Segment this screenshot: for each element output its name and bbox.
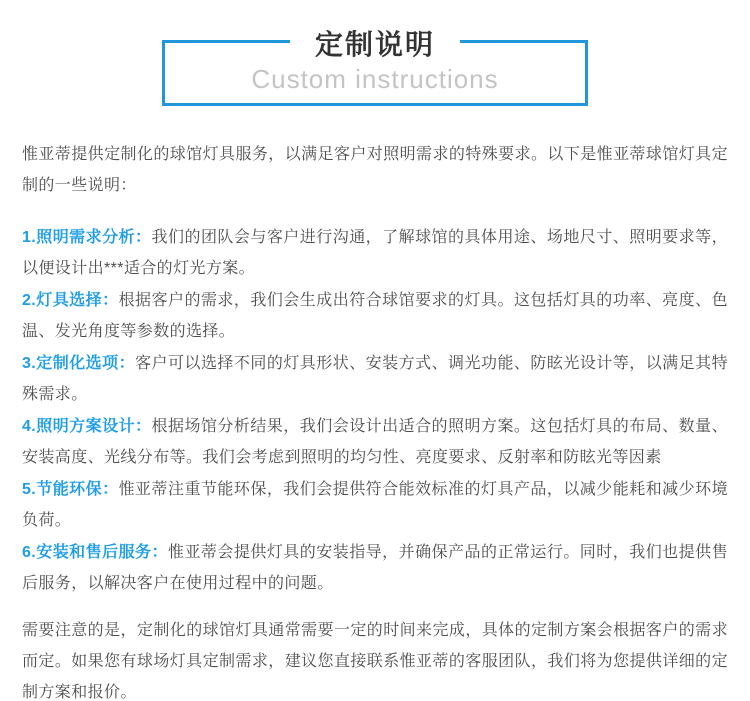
item-1-text: 我们的团队会与客户进行沟通，了解球馆的具体用途、场地尺寸、照明要求等，以便设计出***适合的灯光方案。 [22,229,728,277]
page-title: 定制说明 [290,30,460,60]
custom-item-3 [22,348,728,410]
footer-paragraph: 需要注意的是，定制化的球馆灯具通常需要一定的时间来完成，具体的定制方案会根据客户的需求而定。如果您有球场灯具定制需求，建议您直接联系惟亚蒂的客服团队，我们将为您提供详细的定制方案和报价。 [22,622,728,701]
item-6-text: 惟亚蒂会提供灯具的安装指导，并确保产品的正常运行。同时，我们也提供售后服务，以解决客户在使用过程中的问题。 [22,544,728,592]
content-area [22,139,728,701]
custom-item-4 [22,411,728,473]
custom-item-6 [22,537,728,599]
item-4-label: 4.照明方案设计： [22,418,152,435]
title-banner [162,29,588,106]
item-2-label: 2.灯具选择： [22,292,119,309]
item-6-label: 6.安装和售后服务： [22,544,168,561]
item-5-text: 惟亚蒂注重节能环保，我们会提供符合能效标准的灯具产品，以减少能耗和减少环境负荷。 [22,481,728,529]
item-5-label: 5.节能环保： [22,481,119,498]
item-3-label: 3.定制化选项： [22,355,136,372]
page-subtitle: Custom instructions [251,64,499,94]
item-4-text: 根据场馆分析结果，我们会设计出适合的照明方案。这包括灯具的布局、数量、安装高度、光线分布等。我们会考虑到照明的均匀性、亮度要求、反射率和防眩光等因素 [22,418,728,466]
custom-item-5 [22,474,728,536]
item-1-label: 1.照明需求分析： [22,229,152,246]
intro-paragraph: 惟亚蒂提供定制化的球馆灯具服务，以满足客户对照明需求的特殊要求。以下是惟亚蒂球馆灯具定制的一些说明： [22,146,728,194]
custom-item-1 [22,222,728,284]
item-3-text: 客户可以选择不同的灯具形状、安装方式、调光功能、防眩光设计等，以满足其特殊需求。 [22,355,729,403]
item-2-text: 根据客户的需求，我们会生成出符合球馆要求的灯具。这包括灯具的功率、亮度、色温、发光角度等参数的选择。 [22,292,728,340]
custom-item-2 [22,285,728,347]
